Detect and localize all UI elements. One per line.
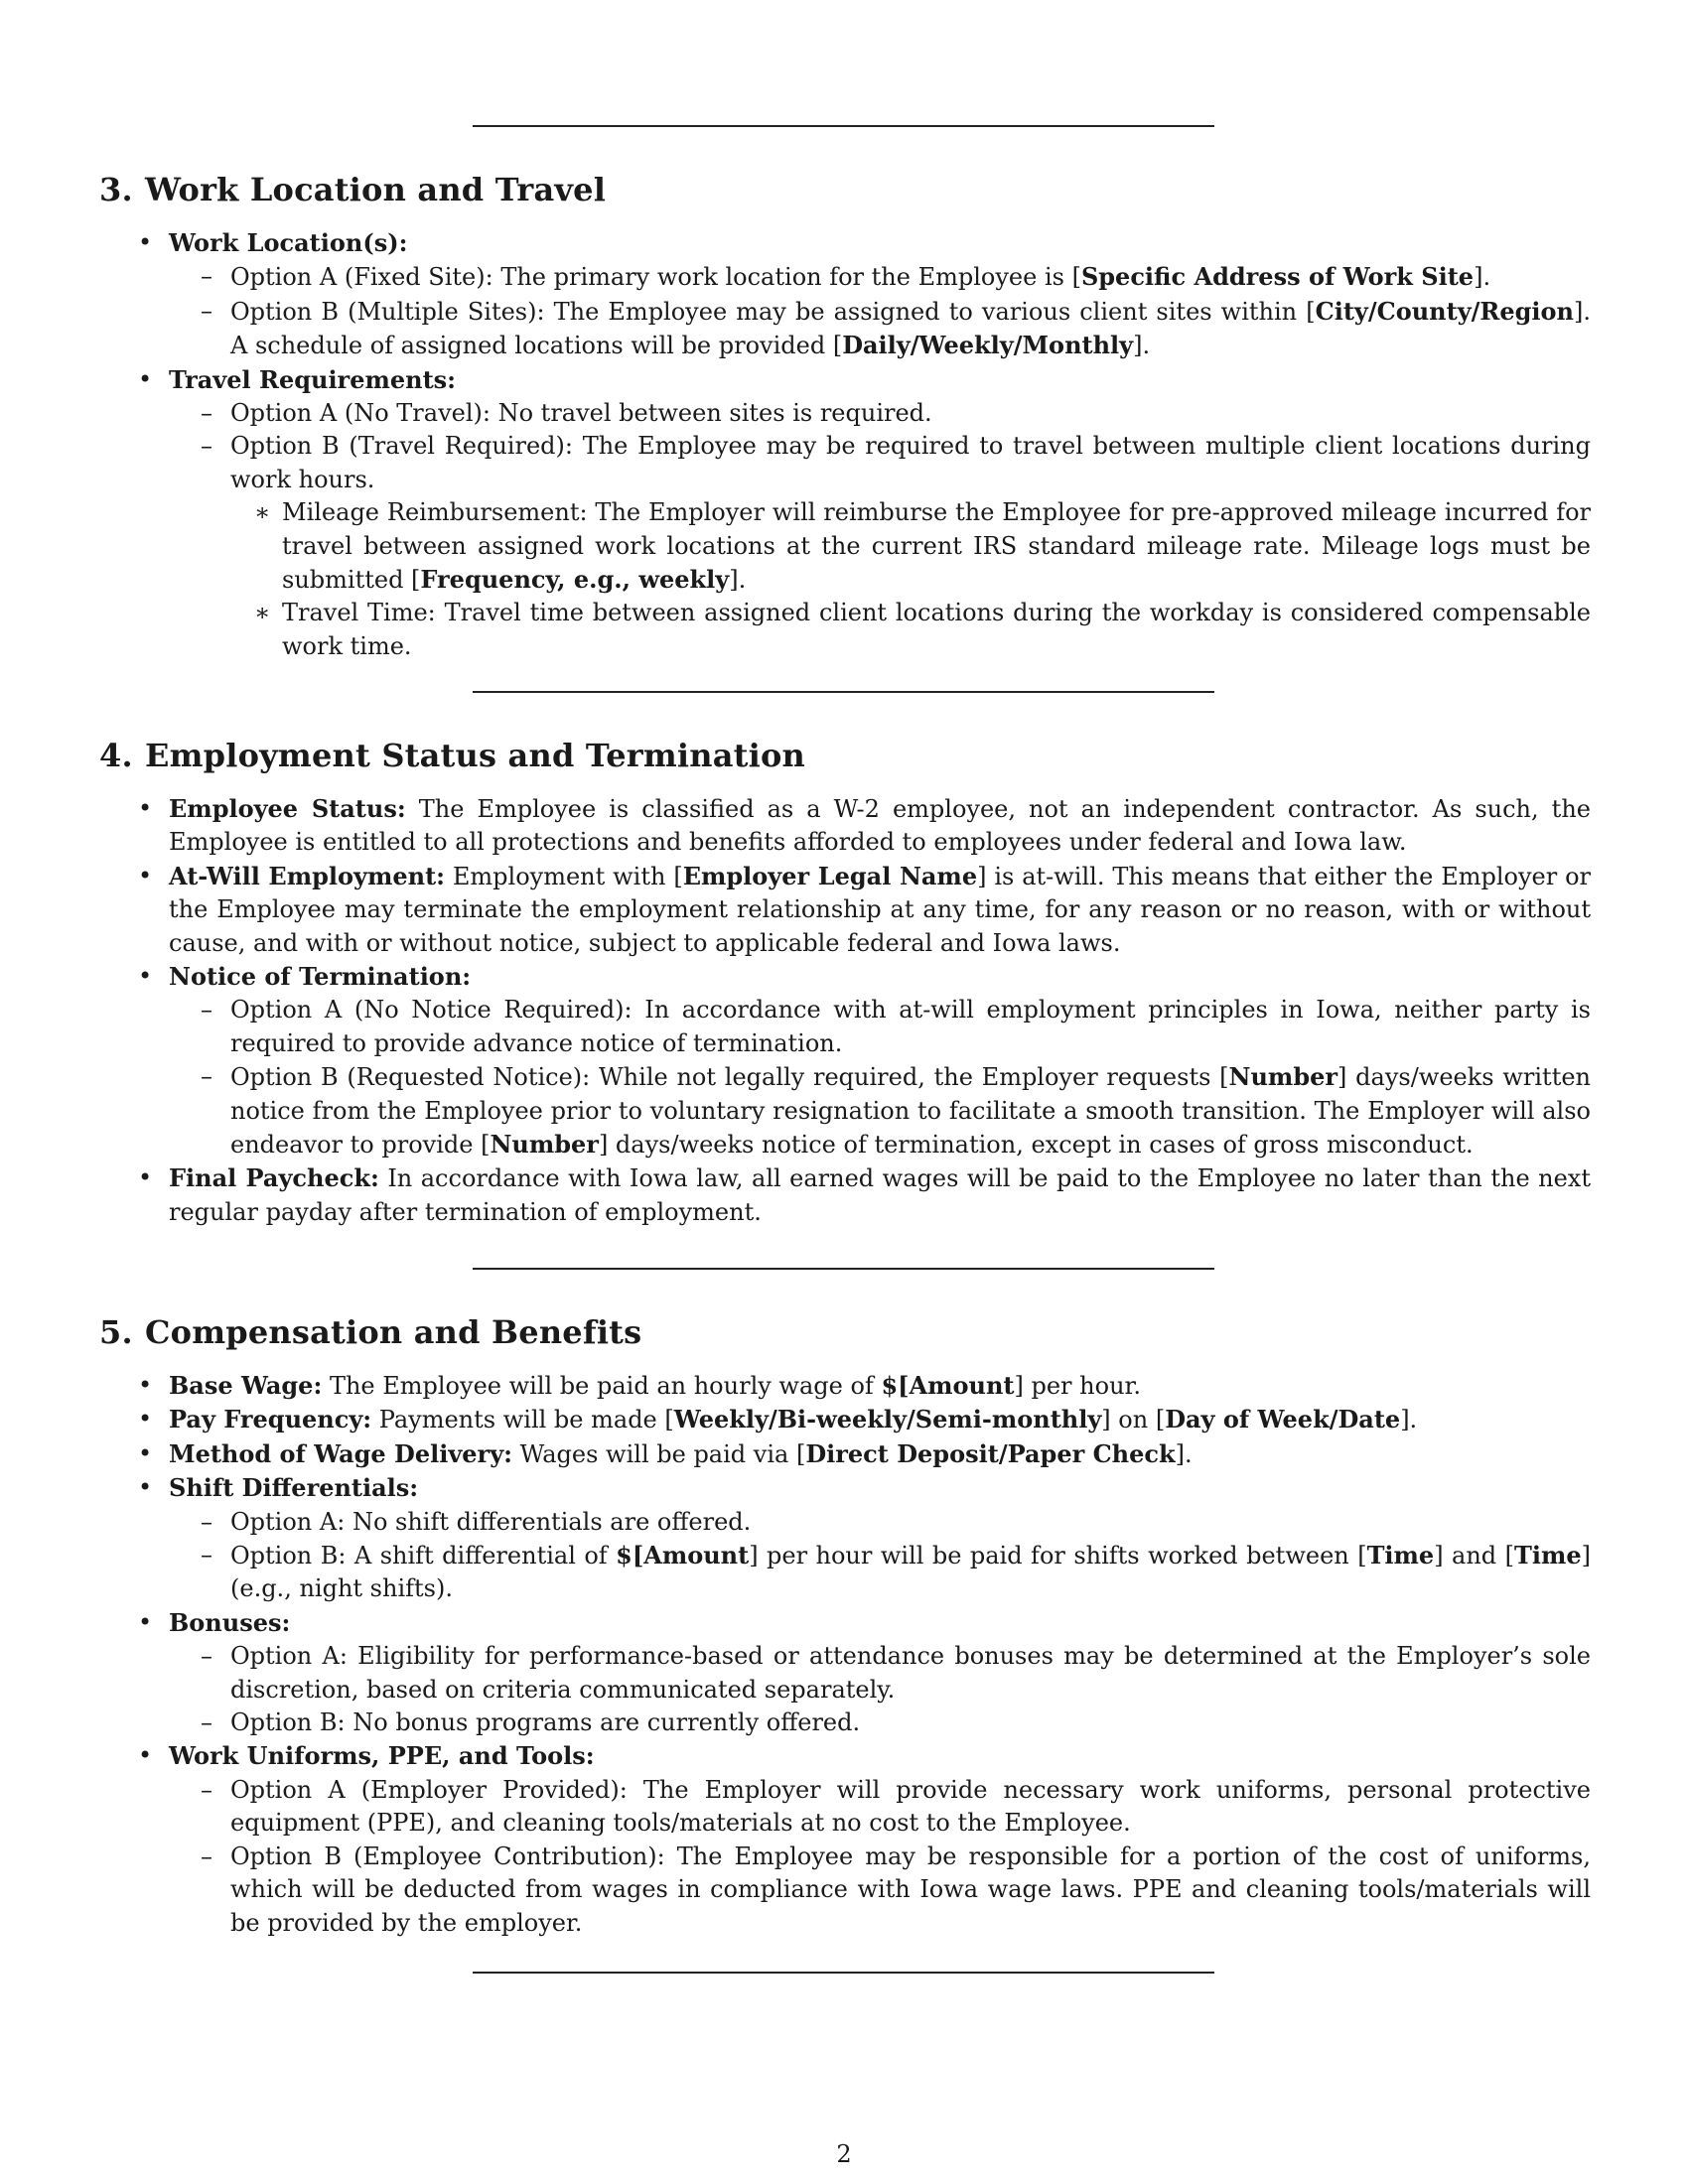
horizontal-rule [473,691,1214,693]
text-span: ]. A schedule of assigned locations will be provided [ [230,297,1591,360]
list-item-work-locations [133,226,1591,363]
placeholder-field: Daily/Weekly/Monthly [842,331,1134,360]
text-span: ]. [1400,1406,1418,1434]
item-label: At-Will Employment: [169,861,446,890]
item-label: Employee Status: [169,794,406,823]
placeholder-field: $[Amount [881,1371,1015,1400]
text-span: The Employee is classified as a W-2 employee, not an independent contractor. As such, the Employee is entitled to all protections and benefits afforded to employees under federal and Iowa law. [169,795,1591,857]
sub-item-uniform-option-a: – Option A (Employer Provided): The Employer will provide necessary work uniforms, personal protective equipment (PPE), and cleaning tools/materials at no cost to the Employee. [169,1774,1591,1841]
list-item-pay-frequency [133,1403,1591,1436]
page-number: 2 [836,2140,852,2168]
sub-item-location-option-a [169,260,1591,294]
text-span: ]. [729,566,747,595]
section-number: 5. [99,1313,133,1351]
text-span: In accordance with Iowa law, all earned wages will be paid to the Employee no later than the next regular payday after termination of employment. [169,1164,1591,1226]
text-span: ] is at-will. This means that either the Employer or the Employee may terminate the employment relationship at any time, for any reason or no reason, with or without cause, and with or without notice, subject to applicable federal and Iowa laws. [169,862,1591,957]
list-item-wage-delivery [133,1437,1591,1471]
placeholder-field: $[Amount [616,1541,750,1570]
text-span: ] on [ [1101,1406,1166,1434]
text-span: ] per hour. [1014,1372,1141,1400]
section-title: Compensation and Benefits [145,1313,642,1351]
section-title: Employment Status and Termination [145,737,805,774]
sub-item-travel-option-a: – Option A (No Travel): No travel between sites is required. [169,397,1591,430]
horizontal-rule [473,1972,1214,1974]
placeholder-field: Direct Deposit/Paper Check [805,1438,1176,1468]
list-item-final-paycheck [133,1161,1591,1229]
sub-item-bonus-option-a: – Option A: Eligibility for performance-based or attendance bonuses may be determined at the Employer’s sole discretion, based on criteria communicated separately. [169,1640,1591,1706]
text-span: Mileage Reimbursement: The Employer will reimburse the Employee for pre-approved mileage incurred for travel between assigned work locations at the current IRS standard mileage rate. Mileage logs must be submitted [ [282,498,1591,595]
section-body-employment-status [133,792,1591,1229]
text-span: Option B: A shift differential of [230,1542,617,1570]
section-title: Work Location and Travel [145,171,607,208]
text-span: Option B (Travel Required): The Employee may be required to travel between multiple client locations during work hours. [230,432,1591,493]
section-number: 3. [99,171,133,208]
list-item-bonuses [133,1606,1591,1740]
section-heading-compensation [99,1313,641,1351]
sub-item-shift-option-a: – Option A: No shift differentials are offered. [169,1506,1591,1539]
placeholder-field: Weekly/Bi-weekly/Semi-monthly [673,1405,1102,1434]
text-span: ] and [ [1434,1542,1514,1570]
section-heading-employment-status [99,737,805,774]
list-item-at-will-employment [133,860,1591,960]
text-span: ] (e.g., night shifts). [230,1542,1591,1603]
section-number: 4. [99,737,133,774]
sub-item-travel-option-b [169,430,1591,663]
text-span: Option B (Multiple Sites): The Employee may be assigned to various client sites within [ [230,297,1316,326]
sub-sub-item-mileage [230,496,1591,597]
item-label: Travel Requirements: [169,364,457,394]
item-label: Method of Wage Delivery: [169,1438,513,1468]
sub-item-uniform-option-b: – Option B (Employee Contribution): The Employee may be responsible for a portion of the cost of uniforms, which will be deducted from wages in compliance with Iowa wage laws. PPE and cleaning tools/materials will be provided by the employer. [169,1841,1591,1940]
text-span: Payments will be made [ [371,1406,674,1434]
sub-sub-item-travel-time: ∗ Travel Time: Travel time between assigned client locations during the workday is considered compensable work time. [230,597,1591,663]
item-label: Final Paycheck: [169,1163,379,1193]
placeholder-field: Employer Legal Name [682,861,978,890]
item-label: Base Wage: [169,1371,323,1400]
section-body-compensation [133,1369,1591,1940]
item-label: Bonuses: [169,1607,291,1637]
sub-item-notice-option-a: – Option A (No Notice Required): In accordance with at-will employment principles in Iowa, neither party is required to provide advance notice of termination. [169,994,1591,1060]
section-heading-work-location [99,171,606,208]
placeholder-field: Number [1228,1062,1338,1092]
text-span: ] per hour will be paid for shifts worked between [ [749,1542,1367,1570]
text-span: ] days/weeks notice of termination, except in cases of gross misconduct. [598,1131,1474,1160]
sub-item-bonus-option-b: – Option B: No bonus programs are currently offered. [169,1706,1591,1739]
horizontal-rule [473,125,1214,127]
list-item-uniforms-ppe-tools [133,1739,1591,1939]
placeholder-field: Time [1513,1541,1582,1570]
placeholder-field: Frequency, e.g., weekly [420,565,730,595]
text-span: Wages will be paid via [ [512,1439,806,1468]
horizontal-rule [473,1268,1214,1270]
section-body-work-location [133,226,1591,663]
sub-item-location-option-b [169,295,1591,363]
text-span: ]. [1133,332,1151,360]
placeholder-field: Day of Week/Date [1165,1405,1401,1434]
list-item-notice-of-termination [133,960,1591,1161]
text-span: The Employee will be paid an hourly wage of [322,1372,882,1400]
item-label: Work Uniforms, PPE, and Tools: [169,1741,595,1771]
list-item-base-wage [133,1369,1591,1403]
text-span: Option B (Requested Notice): While not legally required, the Employer requests [ [230,1063,1229,1092]
item-label: Notice of Termination: [169,962,472,992]
text-span: Option A (Fixed Site): The primary work location for the Employee is [ [230,263,1081,292]
text-span: ]. [1474,263,1491,292]
placeholder-field: Time [1366,1541,1435,1570]
text-span: ]. [1175,1439,1193,1468]
text-span: Employment with [ [445,862,683,890]
sub-item-shift-option-b [169,1539,1591,1606]
list-item-employee-status [133,792,1591,860]
list-item-shift-differentials [133,1471,1591,1606]
placeholder-field: Number [490,1130,599,1160]
item-label: Pay Frequency: [169,1405,372,1434]
text-span: ] days/weeks written notice from the Employee prior to voluntary resignation to facilitate a smooth transition. The Employer will also endeavor to provide [ [230,1063,1592,1160]
placeholder-field: Specific Address of Work Site [1080,262,1475,292]
placeholder-field: City/County/Region [1315,296,1574,326]
item-label: Work Location(s): [169,228,408,257]
sub-item-notice-option-b [169,1060,1591,1161]
list-item-travel-requirements [133,363,1591,664]
item-label: Shift Differentials: [169,1473,419,1503]
